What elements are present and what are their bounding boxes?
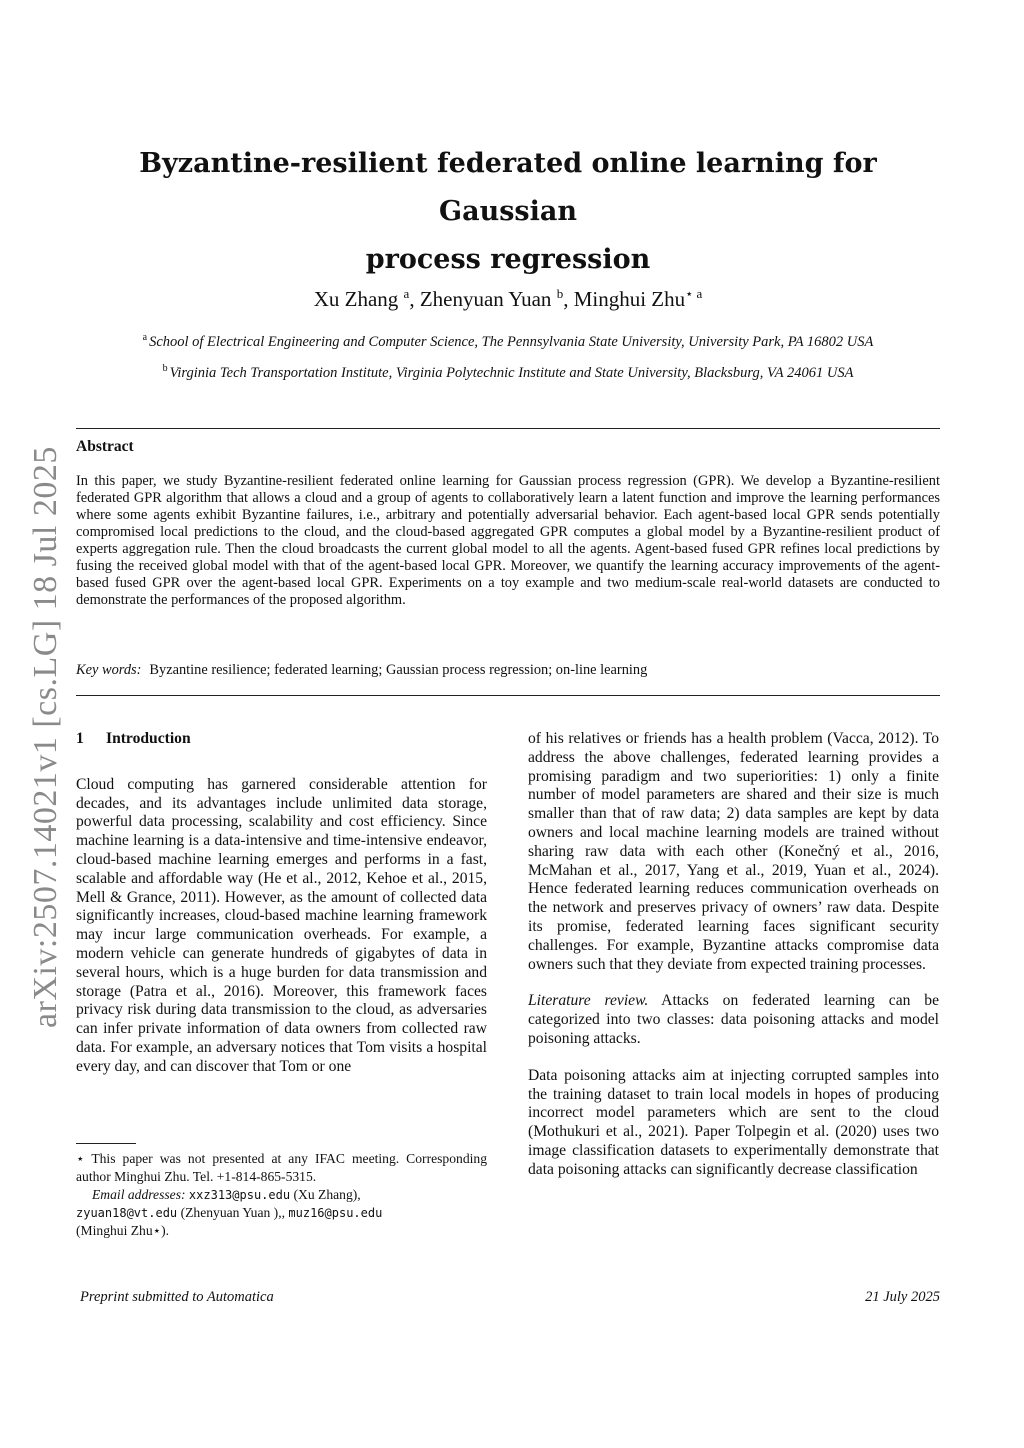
abstract-text: In this paper, we study Byzantine-resilient federated online learning for Gaussian process regression (GPR). We develop a Byzantine-resilient federated GPR algorithm that allows a cloud and a group of agents to collaboratively learn a latent function and improve the learning performances where some agents exhibit Byzantine failures, i.e., arbitrary and potentially adversarial behavior. Each agent-based local GPR sends potentially compromised local predictions to the cloud, and the cloud-based aggregated GPR computes a global model by a Byzantine-resilient product of experts aggregation rule. Then the cloud broadcasts the current global model to all the agents. Agent-based fused GPR refines local predictions by fusing the received global model with that of the agent-based local GPR. Moreover, we quantify the learning accuracy improvements of the agent-based fused GPR over the agent-based local GPR. Experiments on a toy example and two medium-scale real-world datasets are conducted to demonstrate the performances of the proposed algorithm. xyxy=(76,473,940,608)
footnote xyxy=(76,1150,487,1240)
section-number: 1 xyxy=(76,730,84,747)
email-address[interactable]: xxz313@psu.edu xyxy=(188,1188,291,1202)
literature-review-paragraph xyxy=(528,992,939,1048)
email-address[interactable]: muz16@psu.edu xyxy=(288,1206,383,1220)
footer-preprint-note: Preprint submitted to Automatica xyxy=(80,1289,274,1305)
paper-title xyxy=(76,140,940,284)
author-affil-mark: ⋆ a xyxy=(685,286,703,301)
literature-review-label: Literature review. xyxy=(528,992,649,1010)
left-column xyxy=(76,730,487,1077)
author-name: Xu Zhang xyxy=(313,287,399,311)
section-title: Introduction xyxy=(106,730,191,747)
arxiv-identifier: arXiv:2507.14021v1 [cs.LG] 18 Jul 2025 xyxy=(27,446,64,1028)
affiliation-a xyxy=(76,328,940,352)
author-name: Minghui Zhu xyxy=(573,287,686,311)
footnote-emails-end xyxy=(76,1222,487,1240)
affiliation-mark: b xyxy=(162,363,168,374)
title-line-1: Byzantine-resilient federated online learning for Gaussian xyxy=(139,148,877,227)
title-line-2: process regression xyxy=(365,244,651,275)
footer-date: 21 July 2025 xyxy=(865,1289,940,1305)
affiliation-text: Virginia Tech Transportation Institute, Virginia Polytechnic Institute and State University, Blacksburg, VA 24061 USA xyxy=(169,364,854,381)
footnote-rule xyxy=(76,1143,136,1144)
email-owner: (Minghui Zhu⋆). xyxy=(76,1223,170,1238)
email-address[interactable]: zyuan18@vt.edu xyxy=(76,1206,178,1220)
email-label: Email addresses: xyxy=(92,1187,186,1202)
affiliation-b xyxy=(76,359,940,383)
footnote-note xyxy=(76,1150,487,1186)
footnote-star: ⋆ xyxy=(76,1151,85,1166)
keywords-text: Byzantine resilience; federated learning; Gaussian process regression; on-line learning xyxy=(149,662,648,678)
author-name: Zhenyuan Yuan xyxy=(419,287,552,311)
data-poisoning-paragraph: Data poisoning attacks aim at injecting corrupted samples into the training dataset to train local models in hopes of producing incorrect model parameters which are sent to the cloud (Mothukuri et al., 2021). Paper Tolpegin et al. (2020) uses two image classification datasets to experimentally demonstrate that data poisoning attacks can significantly decrease classification xyxy=(528,1066,939,1178)
footnote-emails-cont: zyuan18@vt.edu (Zhenyuan Yuan ),, muz16@psu.edu xyxy=(76,1205,383,1220)
email-owner: (Xu Zhang), xyxy=(293,1187,361,1202)
abstract-heading: Abstract xyxy=(76,438,134,455)
intro-paragraph-continued: of his relatives or friends has a health problem (Vacca, 2012). To address the above challenges, federated learning provides a promising paradigm and two superiorities: 1) only a finite number of model parameters are shared and their size is much smaller than that of raw data; 2) data samples are kept by data owners and local machine learning models are trained without sharing raw data with each other (Konečný et al., 2016, McMahan et al., 2017, Yang et al., 2019, Yuan et al., 2024). Hence federated learning reduces communication overheads on the network and preserves privacy of owners’ raw data. Despite its promise, federated learning faces significant security challenges. For example, Byzantine attacks compromise data owners such that they deviate from expected training processes. xyxy=(528,730,939,973)
keywords xyxy=(76,660,940,680)
footnote-emails xyxy=(76,1186,487,1204)
right-column xyxy=(528,730,939,1180)
section-heading xyxy=(76,730,487,749)
keywords-label: Key words: xyxy=(76,662,142,678)
footnote-text: This paper was not presented at any IFAC meeting. Corresponding author Minghui Zhu. Tel. +1-814-865-5315. xyxy=(76,1151,487,1184)
abstract-bottom-rule xyxy=(76,695,940,696)
author-list: Xu Zhang $^a$, Zhenyuan Yuan $^b$, Minghui Zhu$^{⋆ a}$ xyxy=(313,286,703,311)
literature-review-text: Attacks on federated learning can be categorized into two classes: data poisoning attacks and model poisoning attacks. xyxy=(528,992,939,1047)
affiliation-mark: a xyxy=(142,332,148,343)
author-affil-mark: b xyxy=(556,286,564,301)
affiliation-text: School of Electrical Engineering and Computer Science, The Pennsylvania State University, University Park, PA 16802 USA xyxy=(149,333,874,350)
email-owner: (Zhenyuan Yuan ), xyxy=(180,1205,282,1220)
intro-paragraph: Cloud computing has garnered considerable attention for decades, and its advantages include unlimited data storage, powerful data processing, scalability and cost efficiency. Since machine learning is a data-intensive and time-intensive endeavor, cloud-based machine learning emerges and performs in a fast, scalable and affordable way (He et al., 2012, Kehoe et al., 2015, Mell & Grance, 2011). However, as the amount of collected data significantly increases, cloud-based machine learning framework may incur large communication overheads. For example, a modern vehicle can generate hundreds of gigabytes of data in several hours, which is a huge burden for data transmission and storage (Patra et al., 2016). Moreover, this framework faces privacy risk during data transmission to the cloud, as adversaries can infer private information of data owners from collected raw data. For example, an adversary notices that Tom visits a hospital every day, and can discover that Tom or one xyxy=(76,775,487,1075)
abstract-top-rule xyxy=(76,428,940,429)
author-affil-mark: a xyxy=(403,286,410,301)
